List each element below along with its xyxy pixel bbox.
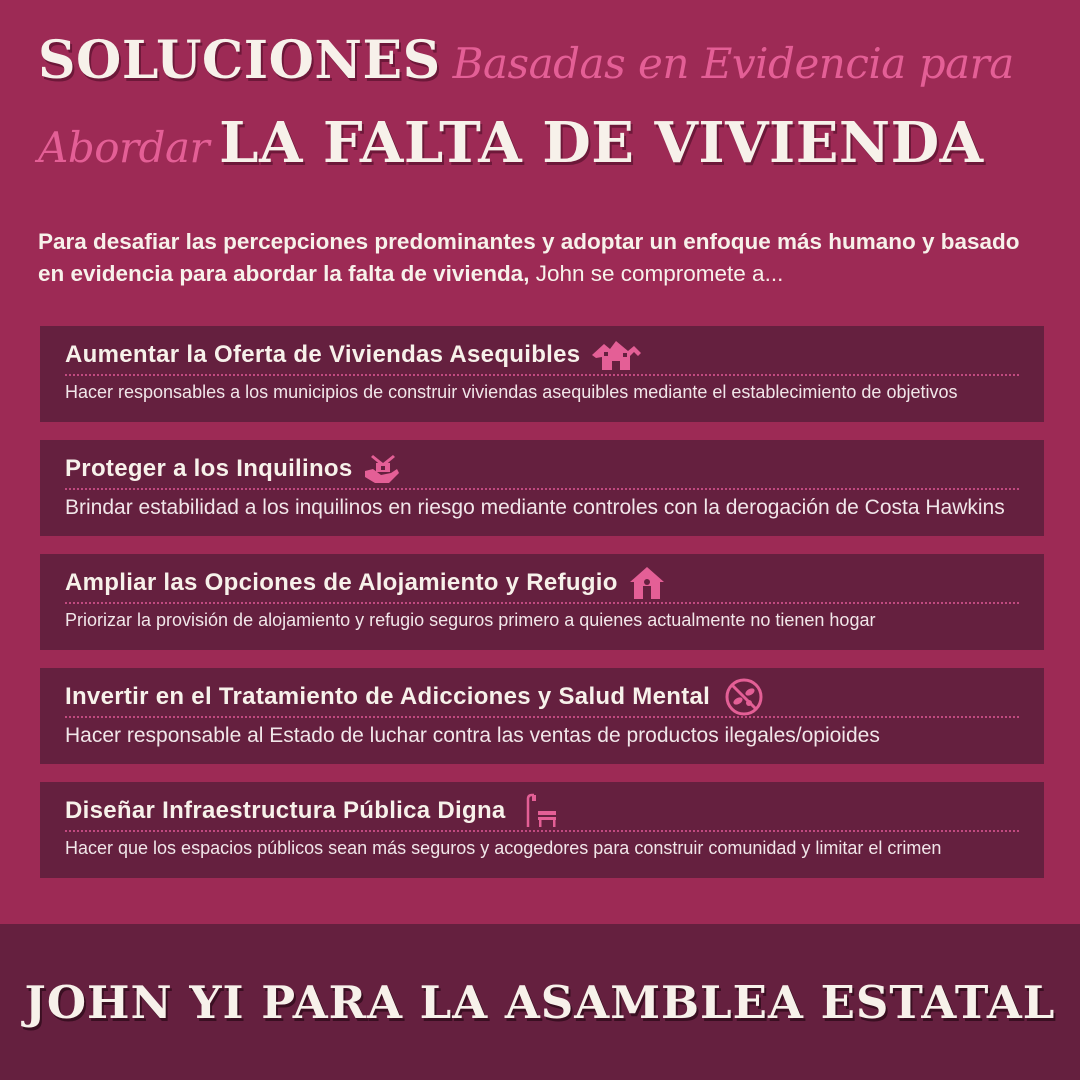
headline-script-2: Abordar xyxy=(38,123,210,172)
footer-banner xyxy=(0,924,1080,1080)
card-divider xyxy=(65,488,1019,490)
commitment-card-addiction xyxy=(40,668,1044,764)
shelter-icon xyxy=(628,565,666,601)
card-body: Brindar estabilidad a los inquilinos en riesgo mediante controles con la derogación de Costa Hawkins xyxy=(65,496,1005,519)
houses-icon xyxy=(590,337,642,373)
hand-house-icon xyxy=(363,451,401,487)
intro-bold: Para desafiar las percepciones predominantes y adoptar un enfoque más humano y basado en evidencia para abordar la falta de vivienda, xyxy=(38,229,1020,286)
commitment-card-affordable-housing xyxy=(40,326,1044,422)
card-heading: Diseñar Infraestructura Pública Digna xyxy=(65,797,506,824)
card-divider xyxy=(65,830,1019,832)
headline-script-1: Basadas en Evidencia para xyxy=(452,39,1014,88)
card-heading: Proteger a los Inquilinos xyxy=(65,455,353,482)
commitment-card-tenants xyxy=(40,440,1044,536)
commitment-card-shelter xyxy=(40,554,1044,650)
bench-lamp-icon xyxy=(524,793,560,829)
card-body: Hacer responsables a los municipios de construir viviendas asequibles mediante el establecimiento de objetivos xyxy=(65,382,958,402)
card-divider xyxy=(65,602,1019,604)
card-body: Hacer responsable al Estado de luchar contra las ventas de productos ilegales/opioides xyxy=(65,724,880,747)
commitment-card-public-infrastructure xyxy=(40,782,1044,878)
card-divider xyxy=(65,374,1019,376)
intro-regular: John se compromete a... xyxy=(529,261,784,286)
headline-bold-1: SOLUCIONES xyxy=(38,30,441,91)
card-heading: Aumentar la Oferta de Viviendas Asequibles xyxy=(65,341,581,368)
card-heading: Invertir en el Tratamiento de Adicciones y Salud Mental xyxy=(65,683,711,710)
footer-text: JOHN YI PARA LA ASAMBLEA ESTATAL xyxy=(24,975,1056,1029)
card-body: Priorizar la provisión de alojamiento y refugio seguros primero a quienes actualmente no tienen hogar xyxy=(65,610,876,630)
card-heading: Ampliar las Opciones de Alojamiento y Refugio xyxy=(65,569,618,596)
headline-line-2 xyxy=(38,110,1058,195)
headline-bold-2: LA FALTA DE VIVIENDA xyxy=(219,110,984,176)
card-body: Hacer que los espacios públicos sean más seguros y acogedores para construir comunidad y limitar el crimen xyxy=(65,838,942,858)
headline xyxy=(38,30,1058,195)
card-divider xyxy=(65,716,1019,718)
headline-line-1 xyxy=(38,30,1058,110)
no-drugs-icon xyxy=(724,677,764,717)
intro-paragraph xyxy=(38,226,1048,290)
